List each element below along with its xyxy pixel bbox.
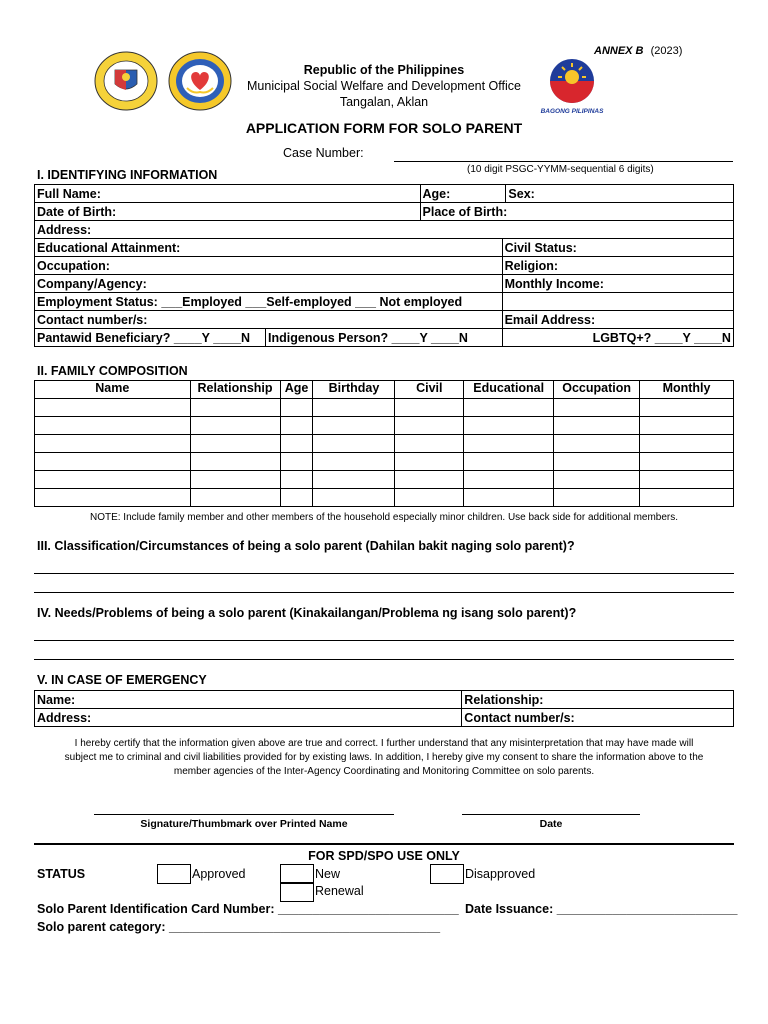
- certification-line: I hereby certify that the information given above are true and correct. I further understand that any misinterpretation that may have made will: [74, 738, 694, 749]
- approved-label: Approved: [192, 867, 246, 881]
- table-row: [35, 709, 734, 727]
- emergency-relationship-field[interactable]: Relationship:: [462, 691, 734, 709]
- emergency-contact-field[interactable]: Contact number/s:: [462, 709, 734, 727]
- col-educational: Educational: [464, 381, 554, 399]
- religion-field[interactable]: Religion:: [502, 257, 733, 275]
- municipality-seal-icon: [93, 50, 159, 112]
- annex-year: (2023): [650, 45, 683, 57]
- logo-text: BAGONG PILIPINAS: [540, 108, 604, 115]
- section3-line-2[interactable]: [34, 592, 734, 593]
- renewal-label: Renewal: [315, 884, 364, 898]
- table-row[interactable]: [35, 471, 734, 489]
- table-row: [35, 185, 734, 203]
- table-row: [35, 293, 734, 311]
- certification-line: member agencies of the Inter-Agency Coordinating and Monitoring Committee on solo parents.: [173, 766, 595, 777]
- section3-title: III. Classification/Circumstances of being a solo parent (Dahilan bakit naging solo parent)?: [37, 539, 575, 553]
- signature-label: Signature/Thumbmark over Printed Name: [140, 818, 348, 830]
- date-label: Date: [539, 818, 563, 830]
- table-header-row: [35, 381, 734, 399]
- pantawid-field[interactable]: Pantawid Beneficiary? ____Y ____N: [35, 329, 266, 347]
- case-number-field[interactable]: [394, 161, 733, 162]
- education-field[interactable]: Educational Attainment:: [35, 239, 503, 257]
- section2-title: II. FAMILY COMPOSITION: [37, 364, 188, 378]
- table-row[interactable]: [35, 435, 734, 453]
- date-line[interactable]: [462, 814, 640, 815]
- family-note: NOTE: Include family member and other members of the household especially minor children. Use back side for additional members.: [89, 512, 679, 523]
- id-card-number-field[interactable]: Solo Parent Identification Card Number: __________________________: [37, 902, 459, 916]
- table-row: [35, 239, 734, 257]
- table-row: [35, 257, 734, 275]
- table-row: [35, 203, 734, 221]
- employment-blank: [502, 293, 733, 311]
- certification-line: subject me to criminal and civil liabilities provided for by existing laws. In addition, I hereby give my consent to share the information above to the: [64, 752, 704, 763]
- solo-parent-category-field[interactable]: Solo parent category: _______________________________________: [37, 920, 441, 934]
- table-row: [35, 221, 734, 239]
- section4-title: IV. Needs/Problems of being a solo parent (Kinakailangan/Problema ng isang solo parent)?: [37, 606, 577, 620]
- renewal-checkbox[interactable]: [280, 882, 314, 902]
- office-use-divider: [34, 843, 734, 845]
- approved-checkbox[interactable]: [157, 864, 191, 884]
- signature-line[interactable]: [94, 814, 394, 815]
- status-label: STATUS: [37, 867, 86, 881]
- lgbtq-field[interactable]: LGBTQ+? ____Y ____N: [502, 329, 733, 347]
- employment-status-field[interactable]: Employment Status: ___Employed ___Self-employed ___ Not employed: [35, 293, 503, 311]
- table-row: [35, 691, 734, 709]
- col-relationship: Relationship: [190, 381, 280, 399]
- new-label: New: [315, 867, 341, 881]
- civil-status-field[interactable]: Civil Status:: [502, 239, 733, 257]
- table-row: [35, 311, 734, 329]
- sex-field[interactable]: Sex:: [506, 185, 734, 203]
- table-row[interactable]: [35, 489, 734, 507]
- indigenous-field[interactable]: Indigenous Person? ____Y ____N: [266, 329, 503, 347]
- table-row: [35, 329, 734, 347]
- emergency-table: [34, 690, 734, 727]
- address-field[interactable]: Address:: [35, 221, 734, 239]
- col-monthly: Monthly: [640, 381, 734, 399]
- full-name-field[interactable]: Full Name:: [35, 185, 421, 203]
- contact-field[interactable]: Contact number/s:: [35, 311, 503, 329]
- office-name: Municipal Social Welfare and Development Office: [247, 79, 521, 93]
- company-field[interactable]: Company/Agency:: [35, 275, 503, 293]
- identifying-info-table: [34, 184, 734, 347]
- table-row[interactable]: [35, 399, 734, 417]
- emergency-name-field[interactable]: Name:: [35, 691, 462, 709]
- col-age: Age: [280, 381, 313, 399]
- country-name: Republic of the Philippines: [303, 63, 465, 77]
- disapproved-checkbox[interactable]: [430, 864, 464, 884]
- col-name: Name: [35, 381, 191, 399]
- certification-text: [34, 737, 734, 779]
- section4-line-2[interactable]: [34, 659, 734, 660]
- form-title: APPLICATION FORM FOR SOLO PARENT: [245, 120, 523, 136]
- section4-line-1[interactable]: [34, 640, 734, 641]
- bagong-pilipinas-logo-icon: [540, 55, 604, 115]
- family-composition-table: [34, 380, 734, 507]
- col-birthday: Birthday: [313, 381, 395, 399]
- new-checkbox[interactable]: [280, 864, 314, 884]
- income-field[interactable]: Monthly Income:: [502, 275, 733, 293]
- age-field[interactable]: Age:: [420, 185, 506, 203]
- annex-label: [594, 45, 682, 57]
- table-row[interactable]: [35, 453, 734, 471]
- section5-title: V. IN CASE OF EMERGENCY: [37, 673, 207, 687]
- pob-field[interactable]: Place of Birth:: [420, 203, 733, 221]
- table-row[interactable]: [35, 417, 734, 435]
- header-block: [234, 62, 534, 110]
- col-occupation: Occupation: [554, 381, 640, 399]
- section3-line-1[interactable]: [34, 573, 734, 574]
- mswdo-seal-icon: [167, 50, 233, 112]
- disapproved-label: Disapproved: [465, 867, 536, 881]
- email-field[interactable]: Email Address:: [502, 311, 733, 329]
- dob-field[interactable]: Date of Birth:: [35, 203, 421, 221]
- case-number-hint: (10 digit PSGC-YYMM-sequential 6 digits): [467, 164, 654, 175]
- office-location: Tangalan, Aklan: [339, 95, 429, 109]
- office-use-title: FOR SPD/SPO USE ONLY: [308, 849, 460, 863]
- annex-code: ANNEX B: [594, 45, 644, 57]
- section1-title: I. IDENTIFYING INFORMATION: [37, 168, 218, 182]
- date-issuance-field[interactable]: Date Issuance: __________________________: [465, 902, 738, 916]
- col-civil: Civil: [395, 381, 464, 399]
- table-row: [35, 275, 734, 293]
- occupation-field[interactable]: Occupation:: [35, 257, 503, 275]
- emergency-address-field[interactable]: Address:: [35, 709, 462, 727]
- case-number-label: Case Number:: [283, 146, 364, 160]
